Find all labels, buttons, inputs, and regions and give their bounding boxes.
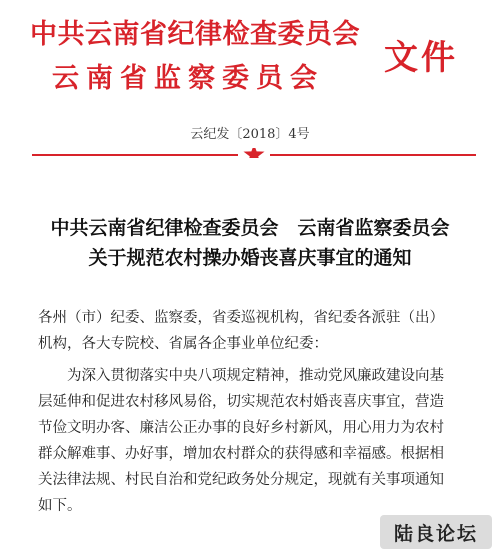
body-line: 各州（市）纪委、监察委，省委巡视机构，省纪委各派驻（出）: [38, 310, 444, 326]
notice-title-line1: 中共云南省纪律检查委员会 云南省监察委员会: [50, 217, 450, 239]
body-line: 机构，各大专院校、省属各企事业单位纪委：: [38, 336, 328, 352]
issuer-name-line2: 云南省监察委员会: [52, 63, 324, 94]
document-number: 云纪发〔2018〕4号: [190, 127, 310, 142]
forum-watermark: 陆良论坛: [380, 515, 492, 549]
body-line: 层延伸和促进农村移风易俗，切实规范农村婚丧喜庆事宜，营造: [38, 394, 444, 410]
body-line: 节俭文明办客、廉洁公正办事的良好乡村新风，用心用力为农村: [38, 420, 444, 436]
body-line: 关法律法规、村民自治和党纪政务处分规定，现就有关事项通知: [38, 472, 444, 488]
body-line: 如下。: [38, 498, 82, 514]
document-type: 文件: [384, 38, 458, 78]
issuer-name-line1: 中共云南省纪律检查委员会: [30, 19, 360, 50]
body-line: 群众解难事、办好事，增加农村群众的获得感和幸福感。根据相: [38, 446, 444, 462]
notice-title-line2: 关于规范农村操办婚丧喜庆事宜的通知: [88, 247, 412, 269]
body-line: 为深入贯彻落实中央八项规定精神，推动党风廉政建设向基: [38, 368, 444, 384]
red-divider: [32, 148, 476, 158]
star-icon: [244, 148, 265, 158]
